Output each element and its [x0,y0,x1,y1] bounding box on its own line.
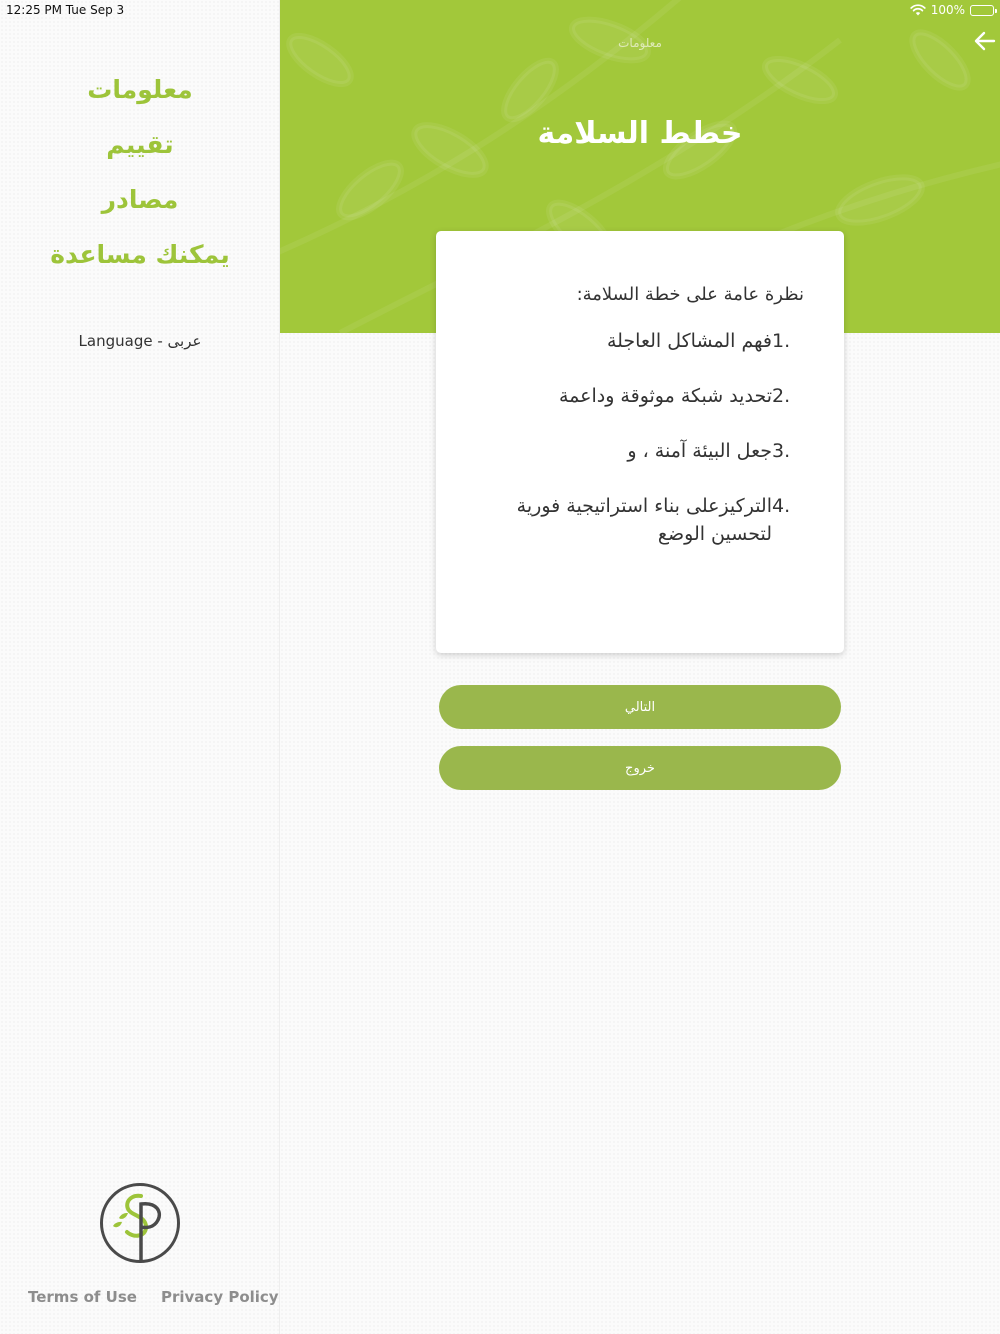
list-item [476,327,804,355]
card-heading: نظرة عامة على خطة السلامة: [576,284,804,305]
list-item-text: فهم المشاكل العاجلة [606,330,772,352]
status-bar [0,0,1000,20]
list-item [476,492,804,548]
status-time: 12:25 PM Tue Sep 3 [6,3,125,17]
sidebar-item-you-can-help[interactable]: يمكنك مساعدة [50,240,230,269]
list-item-number: 2. [772,385,791,407]
privacy-policy-link[interactable]: Privacy Policy [161,1288,279,1306]
card-list [476,327,804,548]
arrow-left-icon[interactable] [973,29,997,53]
content-card [436,231,844,653]
page-title: خطط السلامة [537,116,743,151]
language-selector[interactable]: Language - عربى [78,332,202,350]
terms-of-use-link[interactable]: Terms of Use [28,1288,137,1306]
sidebar [0,0,280,1334]
sidebar-item-information[interactable]: معلومات [87,75,193,104]
battery-percent: 100% [930,3,965,17]
battery-icon [970,5,994,16]
list-item [476,382,804,410]
footer-links [0,1288,280,1308]
nav-title: معلومات [618,36,662,50]
wifi-icon [910,4,926,16]
sidebar-menu [0,72,280,273]
sp-tree-logo-icon [99,1182,181,1264]
list-item-number: 3. [772,440,791,462]
list-item [476,437,804,465]
list-item-text: تحديد شبكة موثوقة وداعمة [558,385,772,407]
list-item-number: 4. [772,495,791,517]
exit-button[interactable]: خروج [439,746,841,790]
sidebar-item-resources[interactable]: مصادر [101,185,179,214]
sidebar-item-assessment[interactable]: تقييم [106,130,174,159]
next-button[interactable]: التالي [439,685,841,729]
list-item-number: 1. [772,330,791,352]
list-item-text: جعل البيئة آمنة ، و [627,440,772,462]
list-item-text: التركيزعلى بناء استراتيجية فورية لتحسين الوضع [516,495,772,545]
status-right [910,3,994,17]
